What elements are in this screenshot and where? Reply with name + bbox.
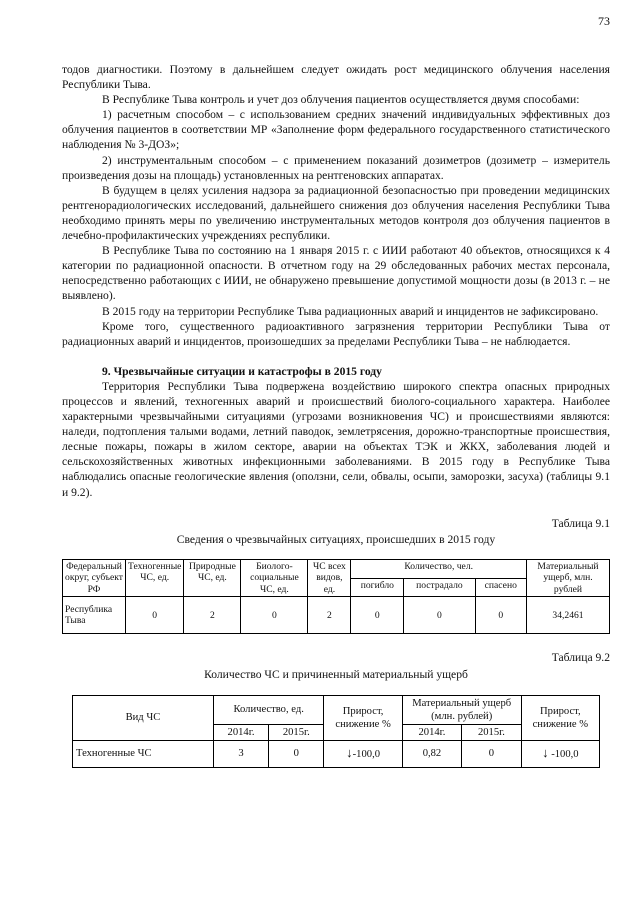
cell-type: Техногенные ЧС [73, 740, 214, 767]
header-suffered: пострадало [404, 578, 475, 597]
header-d2015: 2015г. [462, 724, 521, 740]
cell-change [324, 740, 402, 767]
change-value: -100,0 [352, 749, 381, 760]
header-change: Прирост, снижение % [324, 695, 402, 740]
cell-rescued: 0 [475, 597, 526, 634]
header-people: Количество, чел. [351, 559, 527, 578]
table2-title: Количество ЧС и причиненный материальный ущерб [204, 668, 468, 682]
arrow-down-icon: ↓ [542, 745, 549, 760]
header-technogenic: Техногенные ЧС, ед. [126, 559, 184, 597]
section-paragraph: Территория Республики Тыва подвержена воздействию широкого спектра опасных природных процессов и явлений, техногенных аварий и происшествий биолого-социального характера. Наиболее характерными чрезвычайными ситуациями (угрозами возникновения ЧС) и происшествиями являются: наледи, подтопления талыми водами, летний паводок, землетрясения, дорожно-транспортные происшествия, лесные пожары, пожары в жилом секторе, аварии на объектах ТЭК и ЖКХ, заболевания людей и сельскохозяйственных животных инфекционными заболеваниями. В 2015 году в Республике Тыва наблюдались опасные геологические явления (оползни, сели, обвалы, осыпи, заморозки, засуха) (таблицы 9.1 и 9.2). [62, 379, 610, 499]
cell-natural: 2 [184, 597, 241, 634]
cell-biosocial: 0 [241, 597, 308, 634]
paragraph: В 2015 году на территории Республике Тыва радиационных аварий и инцидентов не зафиксировано. [102, 304, 599, 318]
header-damage: Материальный ущерб, млн. рублей [527, 559, 610, 597]
header-y2014: 2014г. [213, 724, 268, 740]
change2-value: -100,0 [551, 749, 579, 760]
header-count: Количество, ед. [213, 695, 324, 724]
header-total: ЧС всех видов, ед. [308, 559, 351, 597]
paragraph: В Республике Тыва контроль и учет доз облучения пациентов осуществляется двумя способами: [102, 93, 580, 107]
arrow-down-icon: ↓ [346, 745, 353, 760]
page-number: 73 [598, 14, 610, 28]
header-type: Вид ЧС [73, 695, 214, 740]
table2-caption: Таблица 9.2 [551, 651, 610, 665]
header-rescued: спасено [475, 578, 526, 597]
cell-d2014: 0,82 [402, 740, 461, 767]
section-heading: 9. Чрезвычайные ситуации и катастрофы в 2015 году [102, 364, 382, 378]
cell-total: 2 [308, 597, 351, 634]
paragraph: 2) инструментальным способом – с применением показаний дозиметров (дозиметр – измеритель произведения дозы на площадь) установленных на рентгеновских аппаратах. [62, 153, 610, 182]
page-content [62, 62, 610, 768]
table1-title: Сведения о чрезвычайных ситуациях, происшедших в 2015 году [176, 532, 496, 546]
cell-change2 [521, 740, 599, 767]
paragraph: 1) расчетным способом – с использованием средних значений индивидуальных эффективных доз облучения пациентов в соответствии МР «Заполнение форм федерального государственного статистического наблюдения № 3-ДОЗ»; [62, 108, 610, 152]
paragraph: В будущем в целях усиления надзора за радиационной безопасностью при проведении медицинских рентгенорадиологических исследований, дальнейшего снижения доз облучения населения Республики Тыва необходимо принять меры по увеличению инструментальных методов контроля доз облучения пациентов в лечебно-профилактических учреждениях республики. [62, 183, 610, 243]
cell-c2015: 0 [269, 740, 324, 767]
cell-suffered: 0 [404, 597, 475, 634]
paragraph: В Республике Тыва по состоянию на 1 января 2015 г. с ИИИ работают 40 объектов, относящихся к 4 категории по радиационной опасности. В отчетном году на 29 обследованных рабочих местах персонала, непосредственно работающих с ИИИ, не обнаружено превышение допустимой мощности дозы (в 2013 г. – не выявлено). [62, 244, 610, 303]
table1-caption: Таблица 9.1 [551, 516, 610, 530]
cell-d2015: 0 [462, 740, 521, 767]
cell-c2014: 3 [213, 740, 268, 767]
header-d2014: 2014г. [402, 724, 461, 740]
table-header-row [63, 559, 610, 578]
table-row [63, 597, 610, 634]
paragraph: Кроме того, существенного радиоактивного загрязнения территории Республики Тыва от радиационных аварий и инцидентов, произошедших за пределами Республики Тыва – не наблюдается. [62, 319, 610, 348]
cell-died: 0 [351, 597, 404, 634]
cell-damage: 34,2461 [527, 597, 610, 634]
emergencies-table [62, 559, 610, 635]
table-row [73, 740, 600, 767]
header-biosocial: Биолого-социальные ЧС, ед. [241, 559, 308, 597]
cell-region: Республика Тыва [63, 597, 126, 634]
header-damage: Материальный ущерб (млн. рублей) [402, 695, 521, 724]
paragraph: тодов диагностики. Поэтому в дальнейшем следует ожидать рост медицинского облучения населения Республики Тыва. [62, 63, 610, 92]
header-district: Федеральный округ, субъект РФ [63, 559, 126, 597]
damage-table [72, 695, 600, 768]
header-y2015: 2015г. [269, 724, 324, 740]
cell-technogenic: 0 [126, 597, 184, 634]
header-change2: Прирост, снижение % [521, 695, 599, 740]
header-natural: Природные ЧС, ед. [184, 559, 241, 597]
header-died: погибло [351, 578, 404, 597]
table-header-row [73, 695, 600, 724]
